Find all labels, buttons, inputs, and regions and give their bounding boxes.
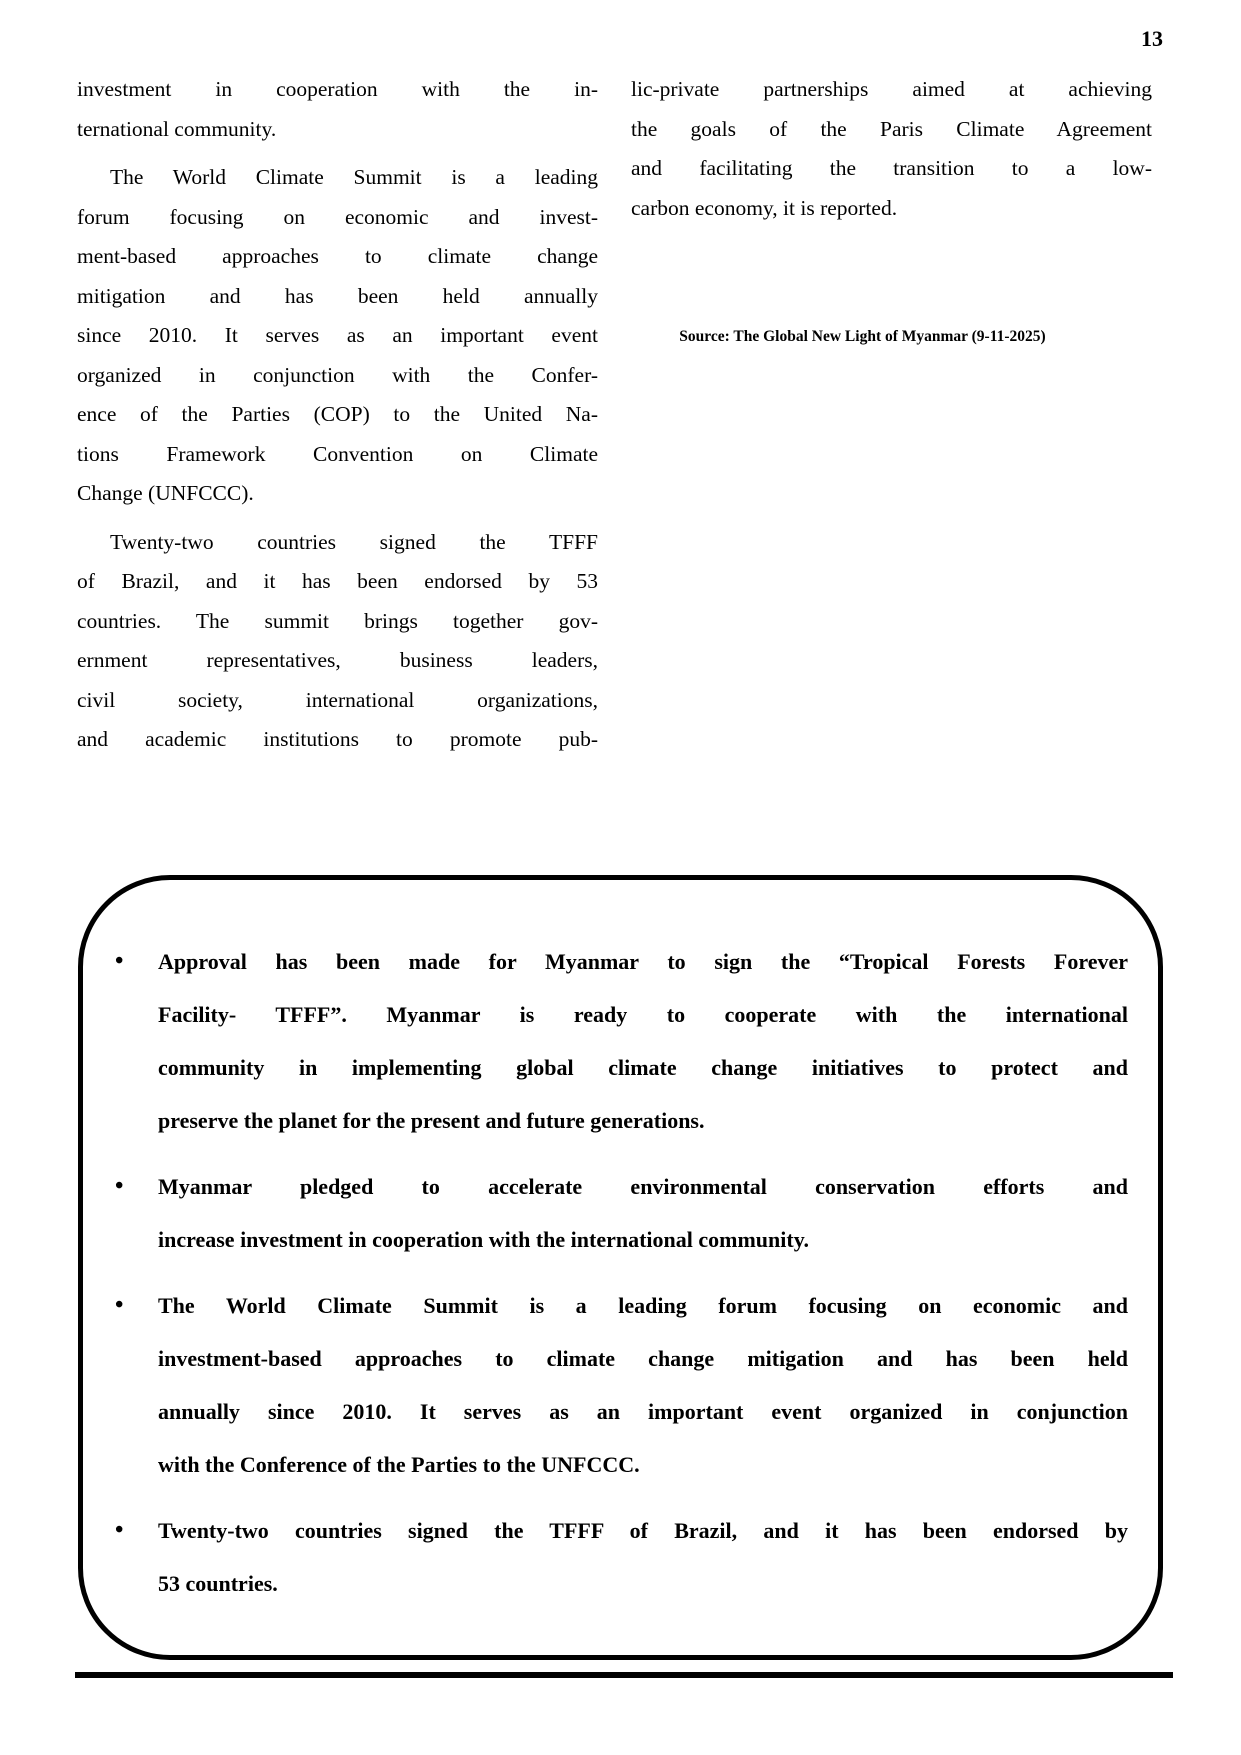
text-line: ernment representatives, business leaders,	[77, 648, 598, 672]
text-line: with the Conference of the Parties to the UNFCCC.	[158, 1452, 640, 1477]
text-line: Twenty-two countries signed the TFFF	[110, 529, 598, 554]
bullet-item	[103, 1160, 1128, 1266]
source-citation: Source: The Global New Light of Myanmar (9-11-2025)	[679, 328, 1046, 345]
text-line: carbon economy, it is reported.	[631, 195, 898, 220]
text-line: preserve the planet for the present and future generations.	[158, 1108, 705, 1133]
text-line: tions Framework Convention on Climate	[77, 441, 598, 466]
bullet-icon: •	[115, 948, 124, 974]
text-line: Twenty-two countries signed the TFFF of Brazil, and it has been endorsed by	[158, 1518, 1128, 1543]
page-number: 13	[1141, 26, 1163, 51]
left-column	[77, 70, 598, 769]
bullet-item	[103, 1279, 1128, 1491]
paragraph	[77, 158, 598, 514]
text-line: annually since 2010. It serves as an important event organized in conjunction	[158, 1399, 1128, 1424]
text-line: forum focusing on economic and invest-	[77, 204, 598, 229]
text-line: civil society, international organizations,	[77, 687, 598, 712]
bullet-icon: •	[115, 1292, 124, 1318]
text-line: of Brazil, and it has been endorsed by 53	[77, 569, 598, 593]
text-line: the goals of the Paris Climate Agreement	[631, 116, 1152, 141]
text-line: ment-based approaches to climate change	[77, 244, 598, 268]
text-line: increase investment in cooperation with the international community.	[158, 1227, 809, 1252]
text-line: ence of the Parties (COP) to the United Na-	[77, 402, 598, 426]
bullet-icon: •	[115, 1517, 124, 1543]
bullet-item	[103, 1504, 1128, 1610]
bullet-icon: •	[115, 1173, 124, 1199]
text-line: lic-private partnerships aimed at achieving	[631, 77, 1152, 101]
text-line: Facility- TFFF”. Myanmar is ready to cooperate with the international	[158, 1002, 1128, 1027]
text-line: community in implementing global climate change initiatives to protect and	[158, 1055, 1128, 1080]
text-line: The World Climate Summit is a leading forum focusing on economic and	[158, 1293, 1128, 1318]
paragraph	[631, 70, 1152, 228]
bullet-item	[103, 935, 1128, 1147]
article-columns	[77, 70, 1153, 769]
text-line: The World Climate Summit is a leading	[110, 165, 598, 189]
text-line: organized in conjunction with the Confer-	[77, 362, 598, 387]
text-line: Change (UNFCCC).	[77, 481, 254, 505]
text-line: 53 countries.	[158, 1571, 278, 1596]
text-line: since 2010. It serves as an important event	[77, 323, 598, 347]
page-bottom-rule	[75, 1672, 1173, 1678]
summary-box	[78, 875, 1163, 1660]
text-line: and facilitating the transition to a low-	[631, 156, 1152, 180]
text-line: investment in cooperation with the in-	[77, 77, 598, 101]
text-line: and academic institutions to promote pub-	[77, 727, 598, 751]
paragraph	[77, 70, 598, 149]
text-line: Approval has been made for Myanmar to sign the “Tropical Forests Forever	[158, 949, 1128, 974]
right-column	[631, 70, 1152, 769]
text-line: mitigation and has been held annually	[77, 283, 598, 308]
text-line: Myanmar pledged to accelerate environmental conservation efforts and	[158, 1174, 1128, 1199]
text-line: ternational community.	[77, 116, 277, 141]
paragraph	[77, 523, 598, 760]
text-line: countries. The summit brings together gov-	[77, 608, 598, 633]
text-line: investment-based approaches to climate change mitigation and has been held	[158, 1346, 1128, 1371]
